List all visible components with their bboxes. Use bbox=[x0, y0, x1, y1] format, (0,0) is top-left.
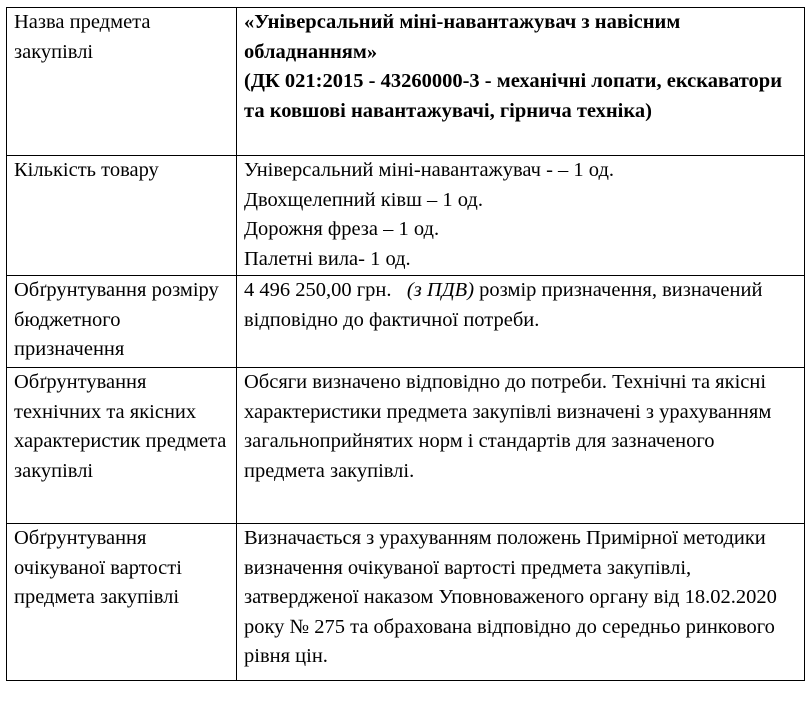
table-row bbox=[7, 524, 805, 681]
row-label bbox=[7, 156, 237, 276]
table-row bbox=[7, 276, 805, 368]
technical-text: Обсяги визначено відповідно до потреби. Технічні та якісні характеристики предмета закупівлі визначені з урахуванням загальноприйнятих норм і стандартів для зазначеного предмета закупівлі. bbox=[244, 371, 772, 482]
row-value bbox=[237, 368, 805, 524]
quantity-item: Універсальний міні-навантажувач - – 1 од. bbox=[244, 159, 615, 181]
row-value bbox=[237, 156, 805, 276]
budget-amount: 4 496 250,00 грн. bbox=[244, 279, 392, 301]
row-value bbox=[237, 524, 805, 681]
label-expected-cost: Обґрунтування очікуваної вартості предмета закупівлі bbox=[14, 527, 182, 608]
label-budget-justification: Обґрунтування розміру бюджетного призначення bbox=[14, 279, 219, 360]
procurement-table bbox=[6, 7, 805, 681]
row-value bbox=[237, 8, 805, 156]
vat-note: (з ПДВ) bbox=[406, 279, 475, 301]
quantity-item: Палетні вила- 1 од. bbox=[244, 247, 411, 270]
row-label bbox=[7, 524, 237, 681]
subject-classifier-code: (ДК 021:2015 - 43260000-3 - механічні лопати, екскаватори та ковшові навантажувачі, гірнича техніка) bbox=[244, 70, 783, 122]
quantity-item: Двохщелепний ківш – 1 од. bbox=[244, 188, 483, 211]
label-technical-justification: Обґрунтування технічних та якісних характеристик предмета закупівлі bbox=[14, 371, 227, 482]
row-label bbox=[7, 276, 237, 368]
quantity-item: Дорожня фреза – 1 од. bbox=[244, 218, 440, 240]
row-value bbox=[237, 276, 805, 368]
table-row bbox=[7, 156, 805, 276]
table-row bbox=[7, 8, 805, 156]
label-subject: Назва предмета закупівлі bbox=[14, 11, 151, 63]
budget-text: розмір призначення, визначений відповідно до фактичної потреби. bbox=[244, 279, 763, 331]
row-label bbox=[7, 8, 237, 156]
expected-cost-text: Визначається з урахуванням положень Примірної методики визначення очікуваної вартості предмета закупівлі, затвердженої наказом Уповноваженого органу від 18.02.2020 року № 275 та обрахована відповідно до середньо ринкового рівня цін. bbox=[244, 527, 777, 667]
label-quantity: Кількість товару bbox=[14, 159, 159, 181]
table-row bbox=[7, 368, 805, 524]
row-label bbox=[7, 368, 237, 524]
subject-title: «Універсальний міні-навантажувач з навісним обладнанням» bbox=[244, 11, 681, 63]
